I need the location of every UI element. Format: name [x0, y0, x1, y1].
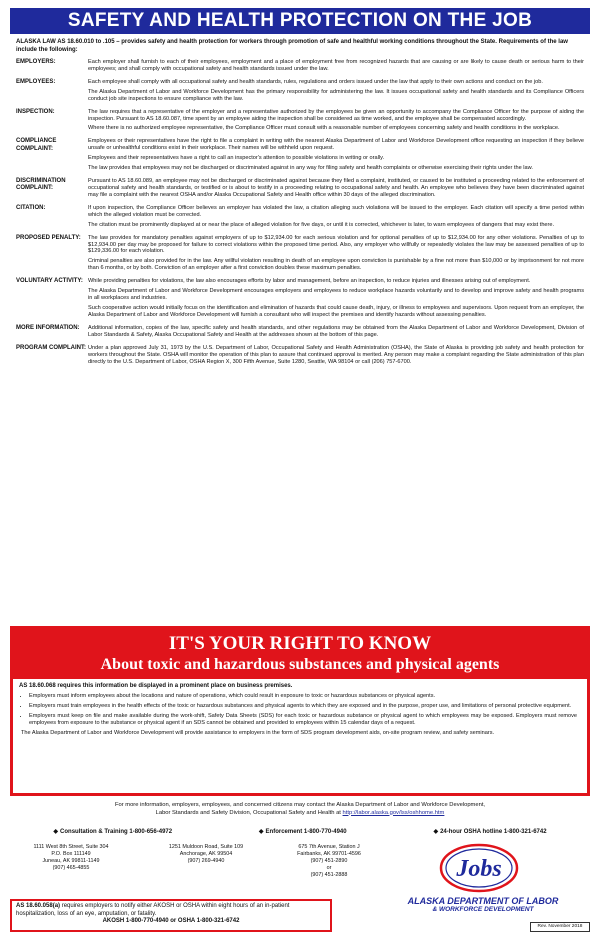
- section-body: [88, 79, 584, 106]
- more-info-line-text: Labor Standards and Safety Division, Occupational Safety and Health at: [155, 809, 341, 816]
- section-paragraph: Where there is no authorized employee representative, the Compliance Officer must consult with a reasonable number of employees concerning safety and health conditions in the workplace.: [88, 125, 560, 132]
- section-label: COMPLIANCE COMPLAINT:: [16, 138, 57, 152]
- law-section: [16, 109, 584, 136]
- hotline-consultation: ◆ Consultation & Training 1-800-656-4972: [53, 829, 173, 835]
- section-label: EMPLOYERS:: [16, 59, 56, 65]
- more-info-line: [10, 810, 590, 818]
- right-to-know-list: [29, 693, 577, 727]
- right-to-know-statute: AS 18.60.068 requires this information be displayed in a prominent place on business premises.: [19, 683, 293, 689]
- law-section: [16, 178, 584, 202]
- section-paragraph: Pursuant to AS 18.60.089, an employee may not be discharged or discriminated against because they filed a complaint, instituted, or caused to be instituted a proceeding related to the enforcement of occupational safety and health standards, or testified or is about to testify in a proceeding relating to occupational safety and health. An employee who believes they have been discriminated against may file a complaint with the nearest OSHA and/or Alaska Occupational Safety and Health office within 30 days of the alleged discrimination.: [88, 178, 584, 198]
- law-section: [16, 325, 584, 342]
- law-section: [16, 205, 584, 232]
- law-section: [16, 235, 584, 276]
- right-to-know-item: • Employers must train employees in the health effects of the toxic or hazardous substances and physical agents to which they are exposed and in the purpose, proper use, and limitations of personal protective equipment.: [29, 703, 577, 710]
- more-info-footer: [10, 802, 590, 817]
- logo-wordmark: Jobs: [456, 856, 502, 882]
- law-section: [16, 278, 584, 322]
- diamond-bullet-icon: ◆: [258, 829, 264, 835]
- section-paragraph: The law provides for mandatory penalties against employers of up to $12,934.00 for each serious violation and for optional penalties of up to $12,934.00 for any other violations. Penalties of up to $12,934.00 per day may be proposed for failure to correct violations within the proposed time period. Also, any employer who willfully or repeatedly violates the law may be assessed penalties of up to $129,336.00 for each violation.: [88, 234, 584, 255]
- department-name: ALASKA DEPARTMENT OF LABOR: [407, 896, 559, 906]
- injury-notification-box: [10, 899, 332, 932]
- hotline-enforcement: ◆ Enforcement 1-800-770-4940: [258, 829, 347, 835]
- jobs-logo-icon: [438, 842, 520, 894]
- section-paragraph: The law requires that a representative of the employer and a representative authorized by the employees be given an opportunity to accompany the Compliance Officer for the purpose of aiding the inspection. Pursuant to AS 18.60.087, time spent by an employee aiding the inspection shall be considered as time worked, and the employee shall be compensated accordingly.: [88, 108, 584, 122]
- section-body: [88, 138, 584, 175]
- section-label: VOLUNTARY ACTIVITY:: [16, 278, 83, 285]
- right-to-know-title: IT'S YOUR RIGHT TO KNOW: [168, 633, 432, 654]
- section-label: INSPECTION:: [16, 108, 55, 115]
- section-label: DISCRIMINATION COMPLAINT:: [16, 178, 66, 192]
- right-to-know-box: [10, 626, 590, 796]
- section-label: PROPOSED PENALTY:: [16, 234, 81, 241]
- hotline-row: [10, 828, 590, 835]
- section-paragraph: Additional information, copies of the law, specific safety and health standards, and other regulations may be obtained from the Alaska Department of Labor and Workforce Development, Division of Labor Standards & Safety, Alaska Occupational Safety and Health at the addresses shown at the bottom of this page.: [88, 324, 584, 338]
- intro-statement: ALASKA LAW AS 18.60.010 to .105 – provides safety and health protection for workers through promotion of safe and healthful working conditions throughout the State. Requirements of the law include the following:: [16, 39, 568, 53]
- section-paragraph: Each employer shall furnish to each of their employees, employment and a place of employment free from recognized hazards that are causing or are likely to cause death or serious harm to their employees; and shall comply with occupational safety and health standards issued under the law.: [88, 59, 584, 72]
- section-body: [88, 59, 584, 76]
- section-body: [88, 205, 584, 232]
- section-paragraph: The law provides that employees may not be discharged or discriminated against in any way for filing safety and health complaints or otherwise exercising their rights under the law.: [88, 165, 533, 172]
- right-to-know-item: • Employers must keep on file and make available during the work-shift, Safety Data Sheets (SDS) for each toxic or hazardous substance or physical agent to which employees may be exposed. Employers must remove employees from exposure to the substance or physical agent if an SDS cannot be obtained and provided to employees within 15 calendar days of a request.: [29, 713, 577, 727]
- diamond-bullet-icon: ◆: [53, 829, 59, 835]
- section-body: [88, 178, 584, 202]
- law-section: [16, 138, 584, 175]
- safety-poster: [10, 8, 590, 932]
- section-label: EMPLOYEES:: [16, 78, 56, 85]
- hotline-osha: ◆ 24-hour OSHA hotline 1-800-321-6742: [433, 829, 547, 835]
- osh-website-link[interactable]: http://labor.alaska.gov/lss/oshhome.htm: [342, 809, 445, 816]
- section-label: PROGRAM COMPLAINT:: [16, 344, 86, 351]
- poster-title-banner: SAFETY AND HEALTH PROTECTION ON THE JOB: [10, 8, 590, 34]
- more-info-line: For more information, employers, employees, and concerned citizens may contact the Alaska Department of Labor and Workforce Development,: [114, 802, 486, 808]
- department-subname: & WORKFORCE DEVELOPMENT: [432, 906, 534, 913]
- law-sections: [10, 59, 590, 368]
- revision-tag: Rev. November 2018: [530, 922, 590, 932]
- diamond-bullet-icon: ◆: [433, 829, 439, 835]
- right-to-know-item: • Employers must inform employees about the locations and nature of operations, which could result in exposure to toxic or hazardous substances or physical agents.: [29, 693, 577, 700]
- section-body: [88, 109, 584, 136]
- address-fairbanks: 675 7th Avenue, Station J Fairbanks, AK 99701-4596 (907) 451-2890 or (907) 451-2888: [297, 844, 361, 879]
- law-section: [16, 345, 584, 369]
- section-body: [88, 235, 584, 276]
- right-to-know-subtitle: About toxic and hazardous substances and physical agents: [100, 656, 500, 673]
- section-paragraph: The citation must be prominently displayed at or near the place of alleged violation for five days, or until it is corrected, whichever is later, to warn employees of dangers that may exist there.: [88, 221, 555, 228]
- section-paragraph: Criminal penalties are also provided for in the law. Any willful violation resulting in death of an employee upon conviction is punishable by a fine not more than $10,000 or by imprisonment for not more than 6 months, or by both. Conviction of an employer after a first conviction doubles these maximum penalties.: [88, 258, 584, 272]
- section-paragraph: Employees and their representatives have a right to call an inspector's attention to possible violations in writing or orally.: [88, 155, 385, 162]
- section-paragraph: The Alaska Department of Labor and Workforce Development has the primary responsibility for administering the law. It issues occupational safety and health standards and its Compliance Officers conduct job site inspections to ensure compliance with the law.: [88, 88, 584, 102]
- address-juneau: 1111 West 8th Street, Suite 304 P.O. Box 111149 Juneau, AK 99811-1149 (907) 465-4855: [33, 844, 109, 872]
- section-body: [88, 325, 584, 342]
- section-paragraph: Under a plan approved July 31, 1973 by the U.S. Department of Labor, Occupational Safety and Health Administration (OSHA), the State of Alaska is providing job safety and health protection for workers throughout the State. OSHA will monitor the operation of this plan to assure that continued approval is merited. Any person may make a complaint regarding the State administration of this plan directly to the U.S. Department of Labor, OSHA Region X, 300 Fifth Avenue, Suite 1280, Seattle, WA 98104 or call (206) 757-6700.: [88, 344, 584, 365]
- right-to-know-closing: The Alaska Department of Labor and Workforce Development will provide assistance to employers in the form of SDS program development aids, on-site program review, and safety seminars.: [21, 729, 495, 736]
- section-label: MORE INFORMATION:: [16, 324, 80, 331]
- section-label: CITATION:: [16, 204, 46, 211]
- section-paragraph: Each employee shall comply with all occupational safety and health standards, rules, regulations and orders issued under the law that apply to their own actions and conduct on the job.: [88, 78, 543, 85]
- address-anchorage: 1251 Muldoon Road, Suite 109 Anchorage, AK 99504 (907) 269-4940: [168, 844, 244, 865]
- law-section: [16, 59, 584, 76]
- section-paragraph: While providing penalties for violations, the law also encourages efforts by labor and management, before an inspection, to reduce injuries and illnesses arising out of employment.: [88, 278, 531, 285]
- section-paragraph: Employees or their representatives have the right to file a complaint in writing with the nearest Alaska Department of Labor and Workforce Development office requesting an inspection if they believe unsafe or unhealthful conditions exist in their workplace. Their names will be withheld upon request.: [88, 138, 584, 152]
- notification-phones: AKOSH 1-800-770-4940 or OSHA 1-800-321-6742: [102, 918, 240, 925]
- section-body: [88, 345, 584, 369]
- section-paragraph: Such cooperative action would initially focus on the identification and elimination of hazards that could cause death, injury, or illness to employees and supervisors. Upon request from an employer, the Alaska Department of Labor and Workforce Development will furnish a consultant who will inspect the premises and identify hazards without assessing penalties.: [88, 304, 584, 318]
- section-paragraph: If upon inspection, the Compliance Officer believes an employer has violated the law, a citation alleging such violations will be issued to the employer. Each citation will specify a time period within which the alleged violation must be corrected.: [88, 204, 584, 218]
- section-body: [88, 278, 584, 322]
- law-section: [16, 79, 584, 106]
- right-to-know-header: [13, 629, 587, 679]
- notification-text: AS 18.60.058(a) requires employers to notify either AKOSH or OSHA within eight hours of an in-patient hospitalization, loss of an eye, amputation, or fatality.: [16, 903, 290, 917]
- section-paragraph: The Alaska Department of Labor and Workforce Development encourages employers and employees to reduce workplace hazards voluntarily and to develop and improve safety and health programs in all workplaces and industries.: [88, 288, 584, 302]
